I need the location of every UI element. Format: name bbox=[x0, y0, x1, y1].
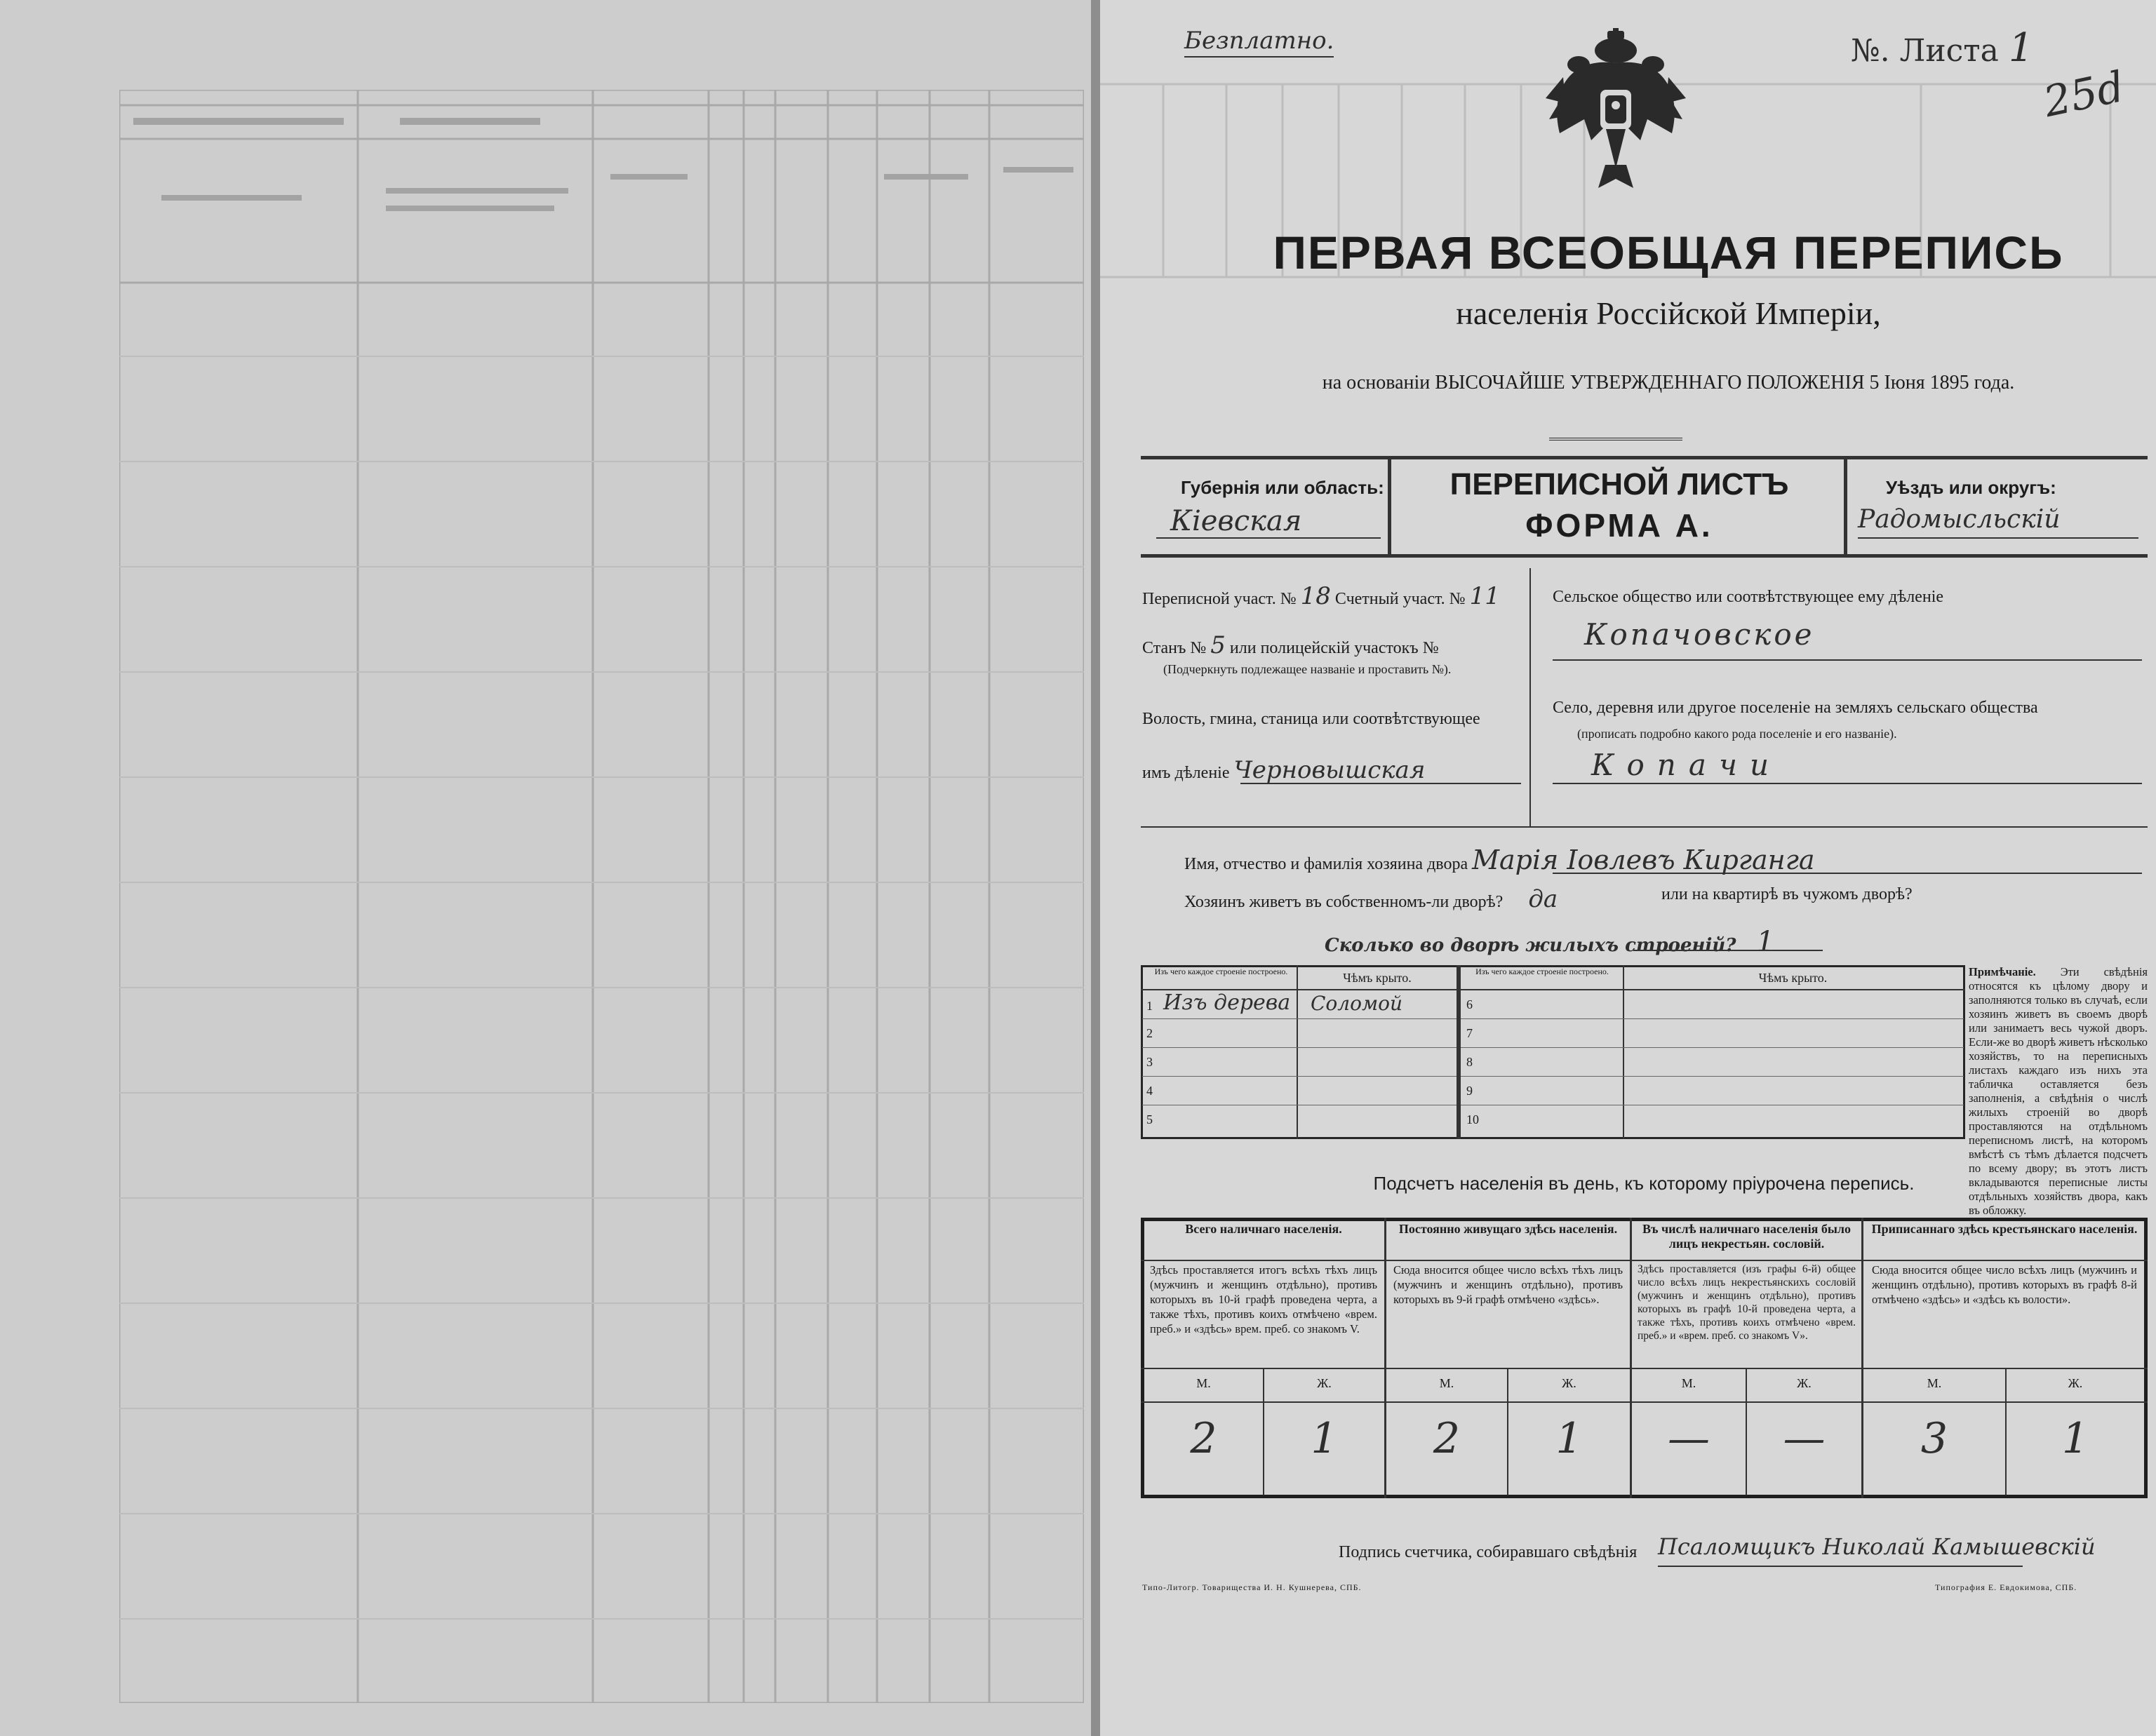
village-underline bbox=[1553, 783, 2142, 784]
note-heading: Примѣчаніе. bbox=[1969, 965, 2036, 978]
signature-label: Подпись счетчика, собиравшаго свѣдѣнія bbox=[1339, 1543, 1638, 1561]
table-row: 3 bbox=[1142, 1048, 1457, 1077]
buildings-rows-left bbox=[1142, 990, 1457, 1133]
table-row: 5 bbox=[1146, 1112, 1153, 1126]
gubernia-underline bbox=[1156, 537, 1381, 539]
counting-district-value: 11 bbox=[1469, 582, 1500, 610]
non-peasant-male-value: — bbox=[1668, 1414, 1710, 1463]
own-yard-row: Хозяинъ живетъ въ собственномъ-ли дворѣ? да bbox=[1184, 885, 1558, 913]
village-instruction: (прописать подробно какого рода поселеніе и его названіе). bbox=[1577, 727, 1897, 741]
location-section-divider bbox=[1529, 568, 1531, 828]
buildings-material-header-left: Изъ чего каждое строеніе построено. bbox=[1154, 967, 1288, 976]
form-header-top-rule bbox=[1141, 456, 2148, 459]
permanent-female-value: 1 bbox=[1555, 1414, 1583, 1463]
population-col-total-head: Всего наличнаго населенія. bbox=[1185, 1222, 1342, 1236]
census-subtitle: населенія Россійской Имперіи, bbox=[1456, 295, 1881, 331]
form-title-line1: ПЕРЕПИСНОЙ ЛИСТЪ bbox=[1449, 467, 1789, 502]
society-value: Копачовское bbox=[1584, 617, 1815, 652]
census-main-title: ПЕРВАЯ ВСЕОБЩАЯ ПЕРЕПИСЬ bbox=[1273, 227, 2064, 278]
rented-yard-label: или на квартирѣ въ чужомъ дворѣ? bbox=[1661, 885, 1913, 903]
village-label: Село, деревня или другое поселеніе на земляхъ сельскаго общества bbox=[1553, 699, 2038, 717]
note-text: Эти свѣдѣнія относятся къ цѣлому двору и заполняются только въ случаѣ, если хозяинъ живетъ въ своемъ дворѣ или занимаетъ весь чужой дворъ. Если-же во дворѣ живетъ нѣсколько хозяйствъ, то на переписныхъ листахъ каждаго изъ нихъ эта табличка оставляется безъ заполненія, а свѣдѣнія о числѣ жилыхъ строеній во дворѣ проставляются на отдѣльномъ переписномъ листѣ, на которомъ вмѣстѣ съ тѣмъ дѣлается подсчетъ по всему двору; въ этотъ листъ вкладываются переписные листы отдѣльныхъ хозяйствъ двора, какъ въ обложку. bbox=[1969, 965, 2148, 1217]
signature-value: Псаломщикъ Николай Камышевскій bbox=[1658, 1533, 2096, 1560]
total-female-value: 1 bbox=[1311, 1414, 1338, 1463]
peasant-female-value: 1 bbox=[2061, 1414, 2089, 1463]
uezd-underline bbox=[1858, 537, 2138, 539]
imperial-eagle-emblem-icon bbox=[1542, 28, 1689, 189]
f-label-3: Ж. bbox=[1797, 1376, 1812, 1390]
m-label-2: М. bbox=[1439, 1376, 1454, 1390]
m-label-3: М. bbox=[1681, 1376, 1696, 1390]
own-yard-value: да bbox=[1528, 885, 1558, 913]
volost-label: Волость, гмина, станица или соотвѣтствующее bbox=[1142, 710, 1480, 728]
buildings-rows-right bbox=[1461, 990, 1964, 1133]
owner-name-row: Имя, отчество и фамилія хозяина двора Марія Іовлевъ Кирганга bbox=[1184, 845, 1815, 875]
location-bottom-rule bbox=[1141, 826, 2148, 828]
f-label-1: Ж. bbox=[1317, 1376, 1332, 1390]
table-row: 4 bbox=[1142, 1077, 1457, 1105]
owner-name-underline bbox=[1553, 873, 2142, 874]
total-male-value: 2 bbox=[1190, 1414, 1217, 1463]
population-col-total bbox=[1144, 1222, 1383, 1336]
census-district-row: Переписной участ. № 18 Счетный участ. № 11 bbox=[1142, 582, 1500, 610]
f-label-4: Ж. bbox=[2068, 1376, 2083, 1390]
buildings-roof-header-left: Чѣмъ крыто. bbox=[1343, 971, 1412, 985]
m-label-4: М. bbox=[1927, 1376, 1942, 1390]
population-col-peasant-desc: Сюда вносится общее число всѣхъ лицъ (мужчинъ и женщинъ отдѣльно), противъ которыхъ въ графѣ 8-й отмѣчено «здѣсь» и «здѣсь къ волости». bbox=[1872, 1263, 2137, 1306]
volost-underline bbox=[1240, 783, 1521, 784]
population-col-total-desc: Здѣсь проставляется итогъ всѣхъ тѣхъ лицъ (мужчинъ и женщинъ отдѣльно), противъ которыхъ въ 10-й графѣ проведена черта, а также тѣхъ, противъ коихъ отмѣчено «врем. преб.» и «здѣсь» врем. преб. со знакомъ V. bbox=[1150, 1263, 1377, 1335]
stan-row: Станъ № 5 или полицейскій участокъ № bbox=[1142, 631, 1439, 659]
census-basis-line: на основаніи ВЫСОЧАЙШЕ УТВЕРЖДЕННАГО ПОЛОЖЕНІЯ 5 Іюня 1895 года. bbox=[1322, 372, 2015, 393]
table-row: 6 bbox=[1461, 990, 1964, 1019]
population-col-permanent-head: Постоянно живущаго здѣсь населенія. bbox=[1398, 1222, 1618, 1236]
gubernia-value: Кіевская bbox=[1170, 505, 1302, 537]
owner-name-value: Марія Іовлевъ Кирганга bbox=[1472, 845, 1815, 875]
census-form-front-page bbox=[1100, 0, 2156, 1736]
table-row: 2 bbox=[1142, 1019, 1457, 1048]
stan-value: 5 bbox=[1210, 631, 1226, 659]
volost-value: Черновышская bbox=[1233, 756, 1426, 784]
peasant-male-value: 3 bbox=[1920, 1414, 1948, 1463]
sheet-number-label: №. Листа 1 bbox=[1851, 25, 2034, 71]
ornament-divider bbox=[1549, 438, 1682, 440]
archive-number: 25d bbox=[2039, 62, 2129, 128]
form-header-bottom-rule bbox=[1141, 554, 2148, 558]
permanent-male-value: 2 bbox=[1433, 1414, 1461, 1463]
buildings-count-row: Сколько во дворѣ жилыхъ строеній? 1 bbox=[1325, 926, 1774, 958]
table-row: 8 bbox=[1461, 1048, 1964, 1077]
society-underline bbox=[1553, 659, 2142, 661]
form-title-line2: ФОРМА А. bbox=[1525, 507, 1713, 544]
non-peasant-female-value: — bbox=[1783, 1414, 1826, 1463]
population-count-title: Подсчетъ населенія въ день, къ которому пріурочена перепись. bbox=[1373, 1173, 1915, 1194]
society-label: Сельское общество или соотвѣтствующее ему дѣленіе bbox=[1553, 588, 1944, 606]
m-label-1: М. bbox=[1196, 1376, 1211, 1390]
underline-instruction: (Подчеркнуть подлежащее названіе и проставить №). bbox=[1163, 662, 1452, 676]
population-col-non-peasant-head: Въ числѣ наличнаго населенія было лицъ некрестьян. сословій. bbox=[1642, 1222, 1852, 1251]
table-row: 9 bbox=[1461, 1077, 1964, 1105]
table-row: 1 Изъ дерева Соломой bbox=[1142, 990, 1457, 1019]
census-district-value: 18 bbox=[1300, 582, 1331, 610]
uezd-label: Уѣздъ или округъ: bbox=[1886, 477, 2056, 498]
printer-footer-right: Типография Е. Евдокимова, СПБ. bbox=[1935, 1582, 2077, 1592]
population-table-desc-rule bbox=[1141, 1368, 2148, 1369]
population-col-peasant-head: Приписаннаго здѣсь крестьянскаго населенія. bbox=[1871, 1222, 2138, 1236]
printer-footer-left: Типо-Литогр. Товарищества И. Н. Кушнерева, СПБ. bbox=[1142, 1582, 1362, 1592]
table-row: 10 bbox=[1466, 1112, 1479, 1126]
bleed-through-grid bbox=[119, 90, 1084, 1703]
buildings-count-value: 1 bbox=[1756, 926, 1774, 958]
sheet-number-value: 1 bbox=[2008, 25, 2034, 71]
gubernia-label: Губернія или область: bbox=[1181, 477, 1384, 498]
form-header-divider-left bbox=[1388, 456, 1391, 558]
volost-row: имъ дѣленіе Черновышская bbox=[1142, 756, 1426, 784]
buildings-count-underline bbox=[1633, 950, 1823, 951]
free-label: Безплатно. bbox=[1184, 27, 1334, 58]
signature-underline bbox=[1658, 1566, 2023, 1567]
population-col-peasant bbox=[1865, 1222, 2144, 1307]
f-label-2: Ж. bbox=[1562, 1376, 1576, 1390]
uezd-value: Радомысльскій bbox=[1858, 505, 2061, 534]
village-value: Копачи bbox=[1591, 748, 1782, 782]
buildings-roof-header-right: Чѣмъ крыто. bbox=[1758, 971, 1828, 985]
population-col-permanent bbox=[1388, 1222, 1628, 1307]
population-table-mf-rule bbox=[1141, 1401, 2148, 1403]
population-col-permanent-desc: Сюда вносится общее число всѣхъ тѣхъ лицъ (мужчинъ и женщинъ отдѣльно), противъ которыхъ въ 9-й графѣ отмѣчено «здѣсь». bbox=[1393, 1263, 1623, 1306]
form-header-divider-right bbox=[1844, 456, 1847, 558]
population-col-non-peasant bbox=[1633, 1222, 1860, 1343]
population-col-non-peasant-desc: Здѣсь проставляется (изъ графы 6-й) общее число всѣхъ лицъ некрестьянскихъ сословій (мужчинъ и женщинъ отдѣльно), противъ которыхъ въ графѣ 10-й проведена черта, а также тѣхъ, противъ коихъ отмѣчено «врем. преб.» и «врем. преб. со знакомъ V». bbox=[1638, 1263, 1856, 1342]
buildings-material-header-right: Изъ чего каждое строеніе построено. bbox=[1475, 967, 1609, 976]
table-row: 7 bbox=[1461, 1019, 1964, 1048]
